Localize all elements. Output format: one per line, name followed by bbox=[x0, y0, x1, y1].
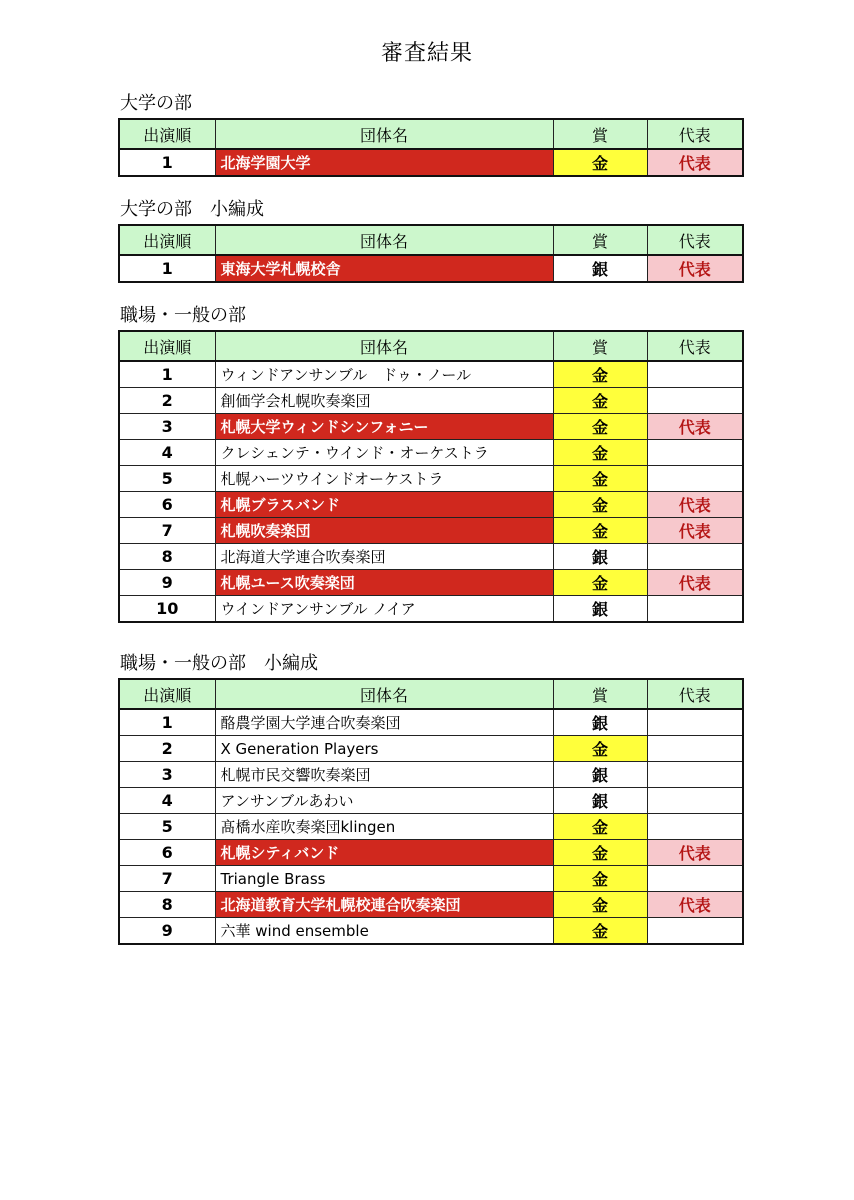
performance-order: 6 bbox=[119, 840, 215, 866]
table-row bbox=[119, 492, 743, 518]
representative-cell: 代表 bbox=[647, 149, 743, 176]
results-section bbox=[118, 650, 742, 945]
performance-order: 7 bbox=[119, 866, 215, 892]
representative-cell: 代表 bbox=[647, 570, 743, 596]
performance-order: 4 bbox=[119, 440, 215, 466]
order-column-header: 出演順 bbox=[119, 225, 215, 255]
order-column-header: 出演順 bbox=[119, 679, 215, 709]
award-column-header: 賞 bbox=[553, 225, 647, 255]
performance-order: 1 bbox=[119, 255, 215, 282]
group-name: 札幌市民交響吹奏楽団 bbox=[215, 762, 553, 788]
performance-order: 1 bbox=[119, 361, 215, 388]
representative-cell bbox=[647, 736, 743, 762]
representative-column-header: 代表 bbox=[647, 679, 743, 709]
table-row bbox=[119, 388, 743, 414]
performance-order: 3 bbox=[119, 762, 215, 788]
results-table bbox=[118, 678, 744, 945]
award-cell: 金 bbox=[553, 840, 647, 866]
award-column-header: 賞 bbox=[553, 331, 647, 361]
award-cell: 金 bbox=[553, 736, 647, 762]
group-name: 六華 wind ensemble bbox=[215, 918, 553, 945]
table-row bbox=[119, 866, 743, 892]
representative-cell bbox=[647, 388, 743, 414]
group-name: 東海大学札幌校舎 bbox=[215, 255, 553, 282]
order-column-header: 出演順 bbox=[119, 331, 215, 361]
representative-cell bbox=[647, 596, 743, 623]
award-cell: 金 bbox=[553, 388, 647, 414]
performance-order: 6 bbox=[119, 492, 215, 518]
performance-order: 2 bbox=[119, 736, 215, 762]
representative-cell: 代表 bbox=[647, 414, 743, 440]
performance-order: 3 bbox=[119, 414, 215, 440]
performance-order: 8 bbox=[119, 892, 215, 918]
group-name: Triangle Brass bbox=[215, 866, 553, 892]
performance-order: 8 bbox=[119, 544, 215, 570]
representative-cell: 代表 bbox=[647, 840, 743, 866]
representative-cell bbox=[647, 440, 743, 466]
award-cell: 金 bbox=[553, 892, 647, 918]
performance-order: 9 bbox=[119, 570, 215, 596]
results-table bbox=[118, 330, 744, 623]
header-row bbox=[119, 225, 743, 255]
performance-order: 1 bbox=[119, 709, 215, 736]
representative-column-header: 代表 bbox=[647, 225, 743, 255]
results-table bbox=[118, 118, 744, 177]
performance-order: 9 bbox=[119, 918, 215, 945]
award-cell: 銀 bbox=[553, 762, 647, 788]
representative-cell: 代表 bbox=[647, 892, 743, 918]
group-name: 北海道教育大学札幌校連合吹奏楽団 bbox=[215, 892, 553, 918]
representative-cell: 代表 bbox=[647, 518, 743, 544]
award-cell: 金 bbox=[553, 361, 647, 388]
group-name: 札幌ハーツウインドオーケストラ bbox=[215, 466, 553, 492]
award-cell: 銀 bbox=[553, 596, 647, 623]
table-row bbox=[119, 466, 743, 492]
group-name: 札幌ユース吹奏楽団 bbox=[215, 570, 553, 596]
group-name: 札幌大学ウィンドシンフォニー bbox=[215, 414, 553, 440]
name-column-header: 団体名 bbox=[215, 679, 553, 709]
page-title: 審査結果 bbox=[380, 41, 473, 66]
table-row bbox=[119, 544, 743, 570]
group-name: 酪農学園大学連合吹奏楽団 bbox=[215, 709, 553, 736]
representative-column-header: 代表 bbox=[647, 331, 743, 361]
representative-cell bbox=[647, 866, 743, 892]
section-title: 大学の部 bbox=[120, 93, 192, 114]
award-cell: 金 bbox=[553, 414, 647, 440]
results-section bbox=[118, 302, 742, 623]
group-name: 創価学会札幌吹奏楽団 bbox=[215, 388, 553, 414]
group-name: ウィンドアンサンブル ドゥ・ノール bbox=[215, 361, 553, 388]
order-column-header: 出演順 bbox=[119, 119, 215, 149]
table-row bbox=[119, 918, 743, 945]
award-cell: 銀 bbox=[553, 788, 647, 814]
performance-order: 2 bbox=[119, 388, 215, 414]
group-name: 北海学園大学 bbox=[215, 149, 553, 176]
table-row bbox=[119, 570, 743, 596]
name-column-header: 団体名 bbox=[215, 225, 553, 255]
section-title: 職場・一般の部 小編成 bbox=[120, 653, 318, 674]
representative-cell bbox=[647, 814, 743, 840]
table-row bbox=[119, 892, 743, 918]
performance-order: 10 bbox=[119, 596, 215, 623]
award-cell: 銀 bbox=[553, 255, 647, 282]
representative-cell: 代表 bbox=[647, 492, 743, 518]
performance-order: 4 bbox=[119, 788, 215, 814]
table-row bbox=[119, 762, 743, 788]
header-row bbox=[119, 679, 743, 709]
performance-order: 5 bbox=[119, 814, 215, 840]
table-row bbox=[119, 518, 743, 544]
award-column-header: 賞 bbox=[553, 119, 647, 149]
award-cell: 金 bbox=[553, 918, 647, 945]
table-row bbox=[119, 709, 743, 736]
representative-cell bbox=[647, 709, 743, 736]
group-name: アンサンブルあわい bbox=[215, 788, 553, 814]
award-cell: 金 bbox=[553, 440, 647, 466]
performance-order: 1 bbox=[119, 149, 215, 176]
group-name: クレシェンテ・ウインド・オーケストラ bbox=[215, 440, 553, 466]
table-row bbox=[119, 814, 743, 840]
group-name: 札幌ブラスバンド bbox=[215, 492, 553, 518]
award-column-header: 賞 bbox=[553, 679, 647, 709]
representative-cell bbox=[647, 788, 743, 814]
table-row bbox=[119, 255, 743, 282]
award-cell: 金 bbox=[553, 492, 647, 518]
representative-cell: 代表 bbox=[647, 255, 743, 282]
performance-order: 7 bbox=[119, 518, 215, 544]
representative-column-header: 代表 bbox=[647, 119, 743, 149]
group-name: 札幌シティバンド bbox=[215, 840, 553, 866]
performance-order: 5 bbox=[119, 466, 215, 492]
award-cell: 銀 bbox=[553, 709, 647, 736]
representative-cell bbox=[647, 466, 743, 492]
representative-cell bbox=[647, 544, 743, 570]
group-name: 北海道大学連合吹奏楽団 bbox=[215, 544, 553, 570]
table-row bbox=[119, 736, 743, 762]
table-row bbox=[119, 414, 743, 440]
award-cell: 金 bbox=[553, 466, 647, 492]
section-title: 職場・一般の部 bbox=[120, 305, 246, 326]
section-title: 大学の部 小編成 bbox=[120, 199, 264, 220]
table-row bbox=[119, 440, 743, 466]
award-cell: 金 bbox=[553, 814, 647, 840]
group-name: ウインドアンサンブル ノイア bbox=[215, 596, 553, 623]
table-row bbox=[119, 149, 743, 176]
award-cell: 金 bbox=[553, 149, 647, 176]
award-cell: 金 bbox=[553, 570, 647, 596]
award-cell: 銀 bbox=[553, 544, 647, 570]
award-cell: 金 bbox=[553, 518, 647, 544]
name-column-header: 団体名 bbox=[215, 331, 553, 361]
group-name: X Generation Players bbox=[215, 736, 553, 762]
award-cell: 金 bbox=[553, 866, 647, 892]
representative-cell bbox=[647, 361, 743, 388]
name-column-header: 団体名 bbox=[215, 119, 553, 149]
table-row bbox=[119, 361, 743, 388]
results-section bbox=[118, 196, 742, 283]
table-row bbox=[119, 596, 743, 623]
results-table bbox=[118, 224, 744, 283]
table-row bbox=[119, 788, 743, 814]
header-row bbox=[119, 119, 743, 149]
table-row bbox=[119, 840, 743, 866]
representative-cell bbox=[647, 918, 743, 945]
group-name: 札幌吹奏楽団 bbox=[215, 518, 553, 544]
results-section bbox=[118, 90, 742, 177]
header-row bbox=[119, 331, 743, 361]
group-name: 髙橋水産吹奏楽団klingen bbox=[215, 814, 553, 840]
representative-cell bbox=[647, 762, 743, 788]
